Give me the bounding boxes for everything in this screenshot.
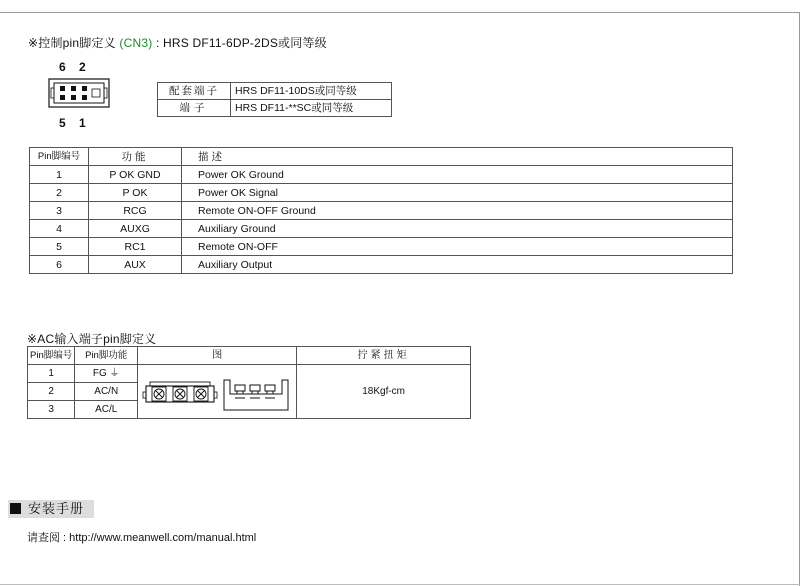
page-border-bottom <box>0 584 800 585</box>
description-cell: Auxiliary Ground <box>182 220 733 238</box>
terminal-value-cell: HRS DF11-**SC或同等级 <box>231 100 392 117</box>
header-torque: 拧紧扭矩 <box>297 347 471 365</box>
table-row <box>28 365 471 383</box>
cn3-terminal-table <box>157 82 392 117</box>
cn3-title-prefix: ※控制pin脚定义 <box>28 36 116 50</box>
function-cell: RC1 <box>89 238 182 256</box>
header-pin: Pin脚编号 <box>30 148 89 166</box>
table-row <box>30 238 733 256</box>
cn3-title-suffix: : HRS DF11-6DP-2DS或同等级 <box>155 36 327 50</box>
table-row <box>30 220 733 238</box>
pin-cell: 1 <box>28 365 75 383</box>
pin-cell: 3 <box>30 202 89 220</box>
function-cell: FG ⏚ <box>75 365 138 383</box>
terminal-row <box>158 83 392 100</box>
description-cell: Auxiliary Output <box>182 256 733 274</box>
pin-cell: 5 <box>30 238 89 256</box>
header-pin: Pin脚编号 <box>28 347 75 365</box>
pin-cell: 2 <box>30 184 89 202</box>
pin-cell: 3 <box>28 401 75 419</box>
description-cell: Remote ON-OFF <box>182 238 733 256</box>
table-header-row <box>30 148 733 166</box>
pin-cell: 6 <box>30 256 89 274</box>
page-border-top <box>0 12 800 13</box>
header-description: 描述 <box>182 148 733 166</box>
table-header-row <box>28 347 471 365</box>
install-section-title: 安装手册 <box>28 501 85 516</box>
manual-url-text: 请查阅 : http://www.meanwell.com/manual.html <box>27 532 257 544</box>
header-figure: 图 <box>138 347 297 365</box>
terminal-value-cell: HRS DF11-10DS或同等级 <box>231 83 392 100</box>
header-function: Pin脚功能 <box>75 347 138 365</box>
pin-cell: 1 <box>30 166 89 184</box>
table-row <box>30 256 733 274</box>
pin-cell: 2 <box>28 383 75 401</box>
function-cell: AUXG <box>89 220 182 238</box>
terminal-label-cell: 端子 <box>158 100 231 117</box>
connector-pin-label-2: 2 <box>79 60 86 74</box>
connector-pin-label-5: 5 <box>59 116 66 130</box>
table-row <box>30 184 733 202</box>
terminal-label-cell: 配套端子 <box>158 83 231 100</box>
connector-6pin-drawing <box>48 76 110 110</box>
ac-pin-table <box>27 346 471 419</box>
table-row <box>30 202 733 220</box>
connector-pin-label-6: 6 <box>59 60 66 74</box>
connector-pin-label-1: 1 <box>79 116 86 130</box>
description-cell: Power OK Ground <box>182 166 733 184</box>
description-cell: Power OK Signal <box>182 184 733 202</box>
cn3-title-code: (CN3) <box>119 36 153 50</box>
header-function: 功能 <box>89 148 182 166</box>
function-cell: P OK <box>89 184 182 202</box>
cn3-pin-table <box>29 147 733 274</box>
terminal-row <box>158 100 392 117</box>
function-cell: P OK GND <box>89 166 182 184</box>
table-row <box>30 166 733 184</box>
cn3-section-title <box>28 34 327 51</box>
square-bullet-icon <box>10 503 21 514</box>
description-cell: Remote ON-OFF Ground <box>182 202 733 220</box>
function-cell: RCG <box>89 202 182 220</box>
function-cell: AC/N <box>75 383 138 401</box>
function-cell: AUX <box>89 256 182 274</box>
pin-cell: 4 <box>30 220 89 238</box>
terminal-block-drawing <box>138 370 296 414</box>
ac-section-title: ※AC输入端子pin脚定义 <box>27 332 157 346</box>
function-cell: AC/L <box>75 401 138 419</box>
terminal-block-figure-cell <box>138 365 297 419</box>
torque-value-cell: 18Kgf-cm <box>297 365 471 419</box>
